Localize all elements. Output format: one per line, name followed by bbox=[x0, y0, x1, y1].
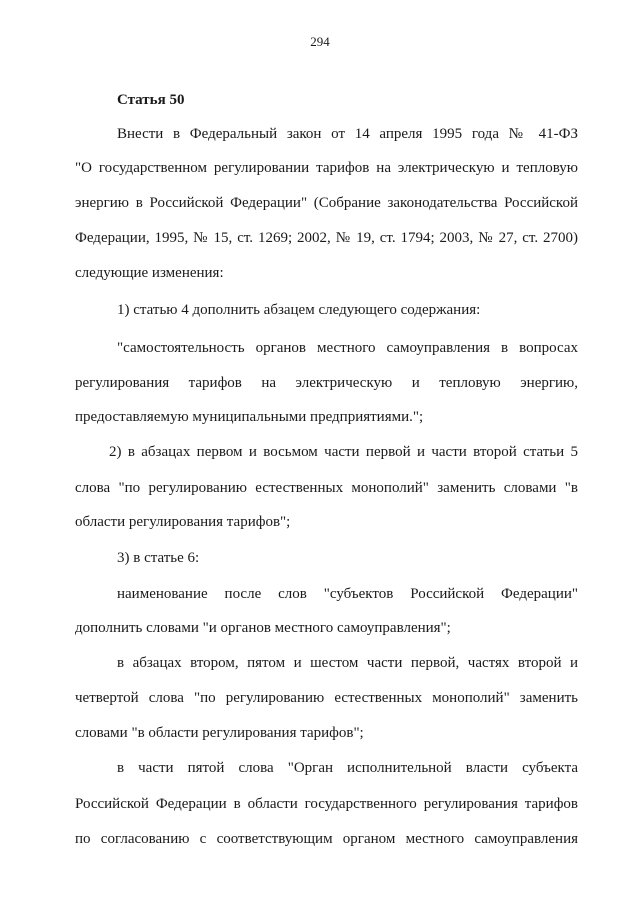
text-line: "О государственном регулировании тарифов на электрическую и тепловую bbox=[75, 160, 578, 176]
text-line: области регулирования тарифов"; bbox=[75, 514, 291, 530]
text-line: в части пятой слова "Орган исполнительной власти субъекта bbox=[117, 760, 578, 776]
text-line: энергию в Российской Федерации" (Собрание законодательства Российской bbox=[75, 195, 578, 211]
text-line: регулирования тарифов на электрическую и тепловую энергию, bbox=[75, 375, 578, 391]
page-number: 294 bbox=[310, 34, 330, 49]
text-line: 2) в абзацах первом и восьмом части первой и части второй статьи 5 bbox=[109, 444, 578, 460]
article-heading: Статья 50 bbox=[117, 92, 185, 108]
text-line: предоставляемую муниципальными предприятиями."; bbox=[75, 409, 424, 425]
text-line: наименование после слов "субъектов Российской Федерации" bbox=[117, 586, 578, 602]
text-line: 1) статью 4 дополнить абзацем следующего содержания: bbox=[117, 302, 481, 318]
text-line: слова "по регулированию естественных монополий" заменить словами "в bbox=[75, 480, 578, 496]
text-line: по согласованию с соответствующим органом местного самоуправления bbox=[75, 831, 578, 847]
text-line: дополнить словами "и органов местного самоуправления"; bbox=[75, 620, 451, 636]
text-line: 3) в статье 6: bbox=[117, 550, 200, 566]
text-line: Внести в Федеральный закон от 14 апреля 1995 года № 41-ФЗ bbox=[117, 126, 578, 142]
text-line: четвертой слова "по регулированию естественных монополий" заменить bbox=[75, 690, 578, 706]
text-line: в абзацах втором, пятом и шестом части первой, частях второй и bbox=[117, 655, 578, 671]
text-line: Российской Федерации в области государственного регулирования тарифов bbox=[75, 796, 578, 812]
text-line: следующие изменения: bbox=[75, 265, 224, 281]
text-line: Федерации, 1995, № 15, ст. 1269; 2002, № 19, ст. 1794; 2003, № 27, ст. 2700) bbox=[75, 230, 578, 246]
text-line: "самостоятельность органов местного самоуправления в вопросах bbox=[117, 340, 578, 356]
text-line: словами "в области регулирования тарифов"; bbox=[75, 725, 364, 741]
